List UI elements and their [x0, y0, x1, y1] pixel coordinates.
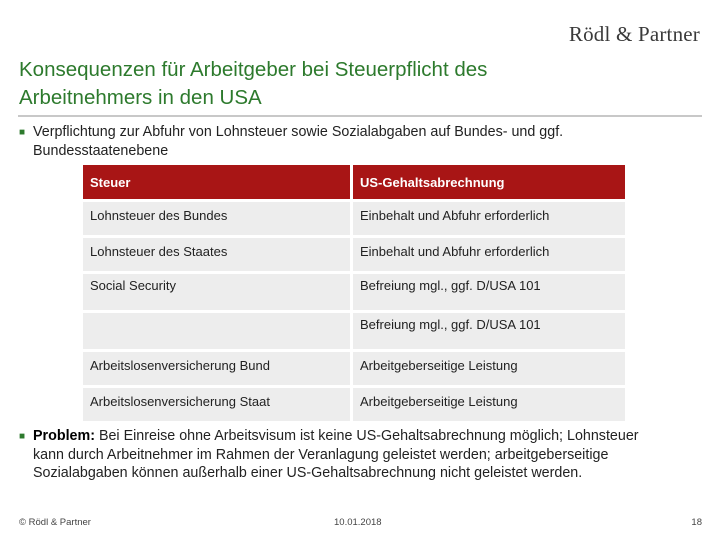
table-row — [83, 388, 625, 421]
table-row — [83, 202, 625, 235]
table-header-cell: US-Gehaltsabrechnung — [353, 165, 625, 199]
bullet-bold-label: Problem: — [33, 428, 95, 444]
table-cell: Arbeitslosenversicherung Bund — [83, 352, 353, 385]
table-header-row — [83, 165, 625, 199]
square-bullet-icon: ■ — [19, 431, 26, 442]
footer-page-number: 18 — [691, 517, 702, 528]
table-cell: Einbehalt und Abfuhr erforderlich — [353, 238, 625, 271]
table-cell: Einbehalt und Abfuhr erforderlich — [353, 202, 625, 235]
table-cell: Social Security — [83, 274, 353, 310]
title-divider — [18, 115, 702, 117]
bullet-item — [19, 427, 669, 483]
company-logo: Rödl & Partner — [568, 22, 700, 46]
table-row — [83, 274, 625, 310]
table-cell: Lohnsteuer des Staates — [83, 238, 353, 271]
table-row — [83, 313, 625, 349]
slide-title: Konsequenzen für Arbeitgeber bei Steuerpflicht des Arbeitnehmers in den USA — [19, 58, 488, 109]
bullet-item — [19, 123, 659, 160]
footer-date: 10.01.2018 — [334, 517, 382, 528]
table-cell — [83, 313, 353, 349]
table-cell: Arbeitgeberseitige Leistung — [353, 388, 625, 421]
footer-copyright: © Rödl & Partner — [19, 517, 91, 528]
table-cell: Befreiung mgl., ggf. D/USA 101 — [353, 274, 625, 310]
table-cell: Befreiung mgl., ggf. D/USA 101 — [353, 313, 625, 349]
table-cell: Lohnsteuer des Bundes — [83, 202, 353, 235]
table-row — [83, 352, 625, 385]
table-row — [83, 238, 625, 271]
square-bullet-icon: ■ — [19, 127, 26, 138]
table-header-cell: Steuer — [83, 165, 353, 199]
table-cell: Arbeitgeberseitige Leistung — [353, 352, 625, 385]
bullet-text: Verpflichtung zur Abfuhr von Lohnsteuer sowie Sozialabgaben auf Bundes- und ggf. Bundesstaatenebene — [33, 124, 564, 159]
table-cell: Arbeitslosenversicherung Staat — [83, 388, 353, 421]
bullet-text — [33, 427, 669, 483]
tax-table — [83, 162, 625, 424]
bullet-body: Bei Einreise ohne Arbeitsvisum ist keine US-Gehaltsabrechnung möglich; Lohnsteuer kann durch Arbeitnehmer im Rahmen der Veranlagung geleistet werden; arbeitgeberseitige Sozialabgaben können außerhalb einer US-Gehaltsabrechnung nicht geleistet werden. — [33, 428, 639, 481]
